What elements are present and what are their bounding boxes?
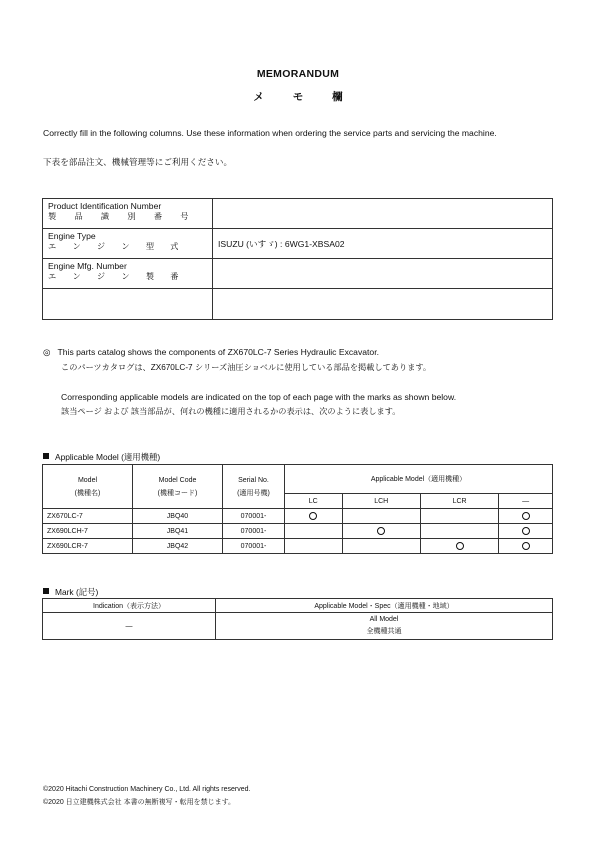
label-jp: エ ン ジ ン 製 番 [48,272,186,281]
header-indication: Indication（表示方法） [43,599,216,613]
header-applicable: Applicable Model（適用機種） [285,465,553,494]
mark-cell [342,524,420,539]
page-title: MEMORANDUM [256,68,340,80]
subheader-lcr: LCR [420,494,498,509]
value-cell[interactable] [213,259,553,289]
code-cell: JBQ41 [133,524,223,539]
table-row [43,539,553,554]
header-text: Serial No. [238,476,269,484]
table-row [43,289,553,320]
bullet-icon: ◎ [43,347,51,357]
mark-cell [420,539,498,554]
label-jp: エ ン ジ ン 型 式 [48,242,186,251]
circle-mark-icon [377,527,385,535]
note-line-1-jp: このパーツカタログは、ZX670LC-7 シリーズ油圧ショベルに使用している部品を掲載してあります。 [61,363,432,372]
header-text-jp: (機種名) [74,489,101,497]
mark-heading [43,586,98,598]
serial-cell: 070001- [223,539,285,554]
square-bullet-icon [43,453,49,459]
subheader-lch: LCH [342,494,420,509]
indication-cell: — [43,613,216,640]
applicable-model-heading [43,451,160,463]
serial-cell: 070001- [223,509,285,524]
circle-mark-icon [522,542,530,550]
table-row [43,229,553,259]
square-bullet-icon [43,588,49,594]
circle-mark-icon [309,512,317,520]
note-line-2-jp: 該当ページ および 該当部品が、何れの機種に適用されるかの表示は、次のように表します。 [61,407,401,416]
serial-cell: 070001- [223,524,285,539]
mark-cell [285,539,343,554]
table-header-row [43,465,553,494]
label-cell [43,229,213,259]
value-cell[interactable] [213,199,553,229]
mark-cell [499,524,553,539]
subheader-lc: LC [285,494,343,509]
header-text: Model Code [158,476,197,484]
label-cell [43,259,213,289]
mark-cell [420,509,498,524]
heading-text: Mark (記号) [55,587,99,597]
header-code [133,465,223,509]
mark-cell [420,524,498,539]
mark-cell [342,539,420,554]
label-en: Product Identification Number [48,201,162,211]
mark-cell [499,539,553,554]
code-cell: JBQ42 [133,539,223,554]
header-serial [223,465,285,509]
model-cell: ZX690LCH-7 [43,524,133,539]
table-row [43,613,553,640]
note-line-2: Corresponding applicable models are indicated on the top of each page with the marks as shown below. [61,392,457,402]
label-jp: 製 品 識 別 番 号 [48,212,197,221]
note-text: This parts catalog shows the components of ZX670LC-7 Series Hydraulic Excavator. [57,347,379,357]
circle-mark-icon [522,527,530,535]
value-cell[interactable]: ISUZU (いすゞ) : 6WG1-XBSA02 [213,229,553,259]
label-cell [43,199,213,229]
header-text-jp: (適用号機) [237,489,270,497]
value-cell[interactable] [213,289,553,320]
note-line-1 [43,347,379,358]
mark-table [42,598,553,640]
header-applicable-spec: Applicable Model・Spec（適用機種・地域） [216,599,553,613]
label-en: Engine Type [48,231,96,241]
mark-cell [499,509,553,524]
applicable-spec-cell [216,613,553,640]
table-row [43,524,553,539]
page-title-jp: メ モ 欄 [253,91,343,103]
spec-text: All Model [369,616,399,623]
table-row [43,509,553,524]
table-header-row [43,599,553,613]
mark-cell [285,509,343,524]
header-model [43,465,133,509]
circle-mark-icon [456,542,464,550]
heading-text: Applicable Model (適用機種) [55,452,161,462]
mark-cell [285,524,343,539]
copyright-en: ©2020 Hitachi Construction Machinery Co., Ltd. All rights reserved. [43,786,251,793]
identification-table [42,198,553,320]
model-cell: ZX670LC-7 [43,509,133,524]
table-row [43,199,553,229]
table-row [43,259,553,289]
code-cell: JBQ40 [133,509,223,524]
model-cell: ZX690LCR-7 [43,539,133,554]
intro-text-jp: 下表を部品注文、機械管理等にご利用ください。 [43,157,233,167]
subheader-other: — [499,494,553,509]
applicable-model-table [42,464,553,554]
circle-mark-icon [522,512,530,520]
label-en: Engine Mfg. Number [48,261,127,271]
label-cell [43,289,213,320]
header-text: Model [77,476,98,484]
intro-text: Correctly fill in the following columns. Use these information when ordering the service parts and servicing the machine. [43,128,497,138]
mark-cell [342,509,420,524]
copyright-jp: ©2020 日立建機株式会社 本書の無断複写・転用を禁じます。 [43,799,236,806]
spec-text-jp: 全機種共通 [366,628,402,635]
header-text-jp: (機種コード) [157,489,198,497]
